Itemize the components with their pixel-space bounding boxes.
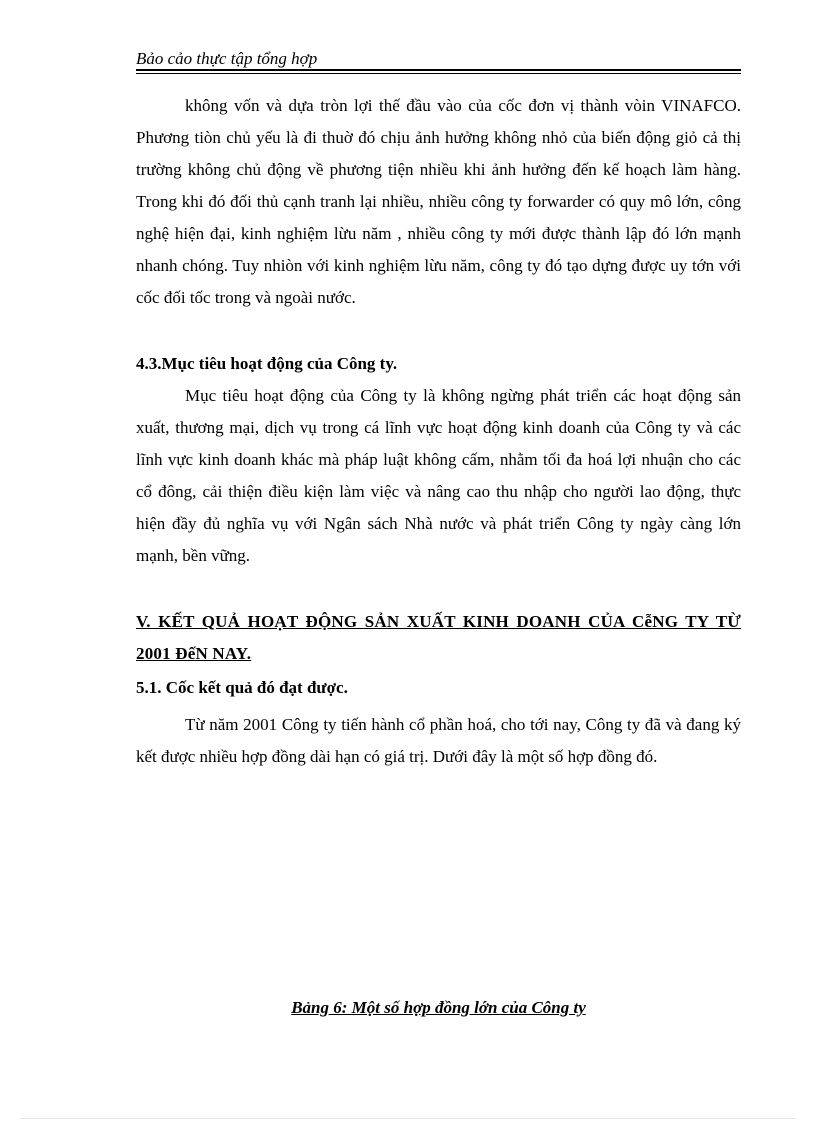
section-5-1: [136, 672, 741, 773]
section-5: [136, 606, 741, 670]
section-4-3-heading: 4.3.Mục tiêu hoạt động của Công ty.: [136, 354, 398, 373]
page-bottom-edge: [20, 1118, 796, 1119]
section-5-1-text: Từ năm 2001 Công ty tiến hành cổ phần hoá, cho tới nay, Công ty đã và đang ký kết được nhiều hợp đồng dài hạn có giá trị. Dưới đây là một số hợp đồng đó.: [136, 715, 741, 766]
header-title: Bảo cảo thực tập tổng hợp: [136, 49, 318, 68]
section-4-3-text: Mục tiêu hoạt động của Công ty là không ngừng phát triển các hoạt động sản xuất, thương mại, dịch vụ trong cá lĩnh vực hoạt động kinh doanh của Công ty và các lĩnh vực kinh doanh khác mà pháp luật không cấm, nhằm tối đa hoá lợi nhuận cho các cổ đông, cải thiện điều kiện làm việc và nâng cao thu nhập cho người lao động, thực hiện đầy đủ nghĩa vụ với Ngân sách Nhà nước và phát triển Công ty ngày càng lớn mạnh, bền vững.: [136, 386, 741, 565]
table-caption: Bảng 6: Một số hợp đồng lớn của Công ty: [291, 998, 586, 1017]
header-rule-thin: [136, 73, 741, 74]
paragraph-competition: không vốn và dựa tròn lợi thế đầu vào của cốc đơn vị thành vòin VINAFCO. Phương tiòn chủ yếu là đi thuờ đó chịu ảnh hưởng không nhỏ của biến động giỏ cả thị trường không chủ động về phương tiện nhiều khi ảnh hưởng đến kế hoạch làm hàng. Trong khi đó đối thủ cạnh tranh lại nhiều, nhiều công ty forwarder có quy mô lớn, công nghệ hiện đại, kinh nghiệm lừu năm , nhiều công ty mới được thành lập đó lớn mạnh nhanh chóng. Tuy nhiòn với kinh nghiệm lừu năm, công ty đó tạo dựng được uy tớn với cốc đối tốc trong và ngoài nước.: [136, 96, 741, 307]
page-header: [136, 48, 741, 70]
header-rule-thick: [136, 69, 741, 71]
section-5-title: V. KẾT QUẢ HOẠT ĐỘNG SẢN XUẤT KINH DOANH CỦA CễNG TY TỪ 2001 ĐếN NAY.: [136, 612, 741, 663]
section-5-1-heading: 5.1. Cốc kết quả đó đạt được.: [136, 678, 348, 697]
section-4-3: [136, 348, 741, 572]
